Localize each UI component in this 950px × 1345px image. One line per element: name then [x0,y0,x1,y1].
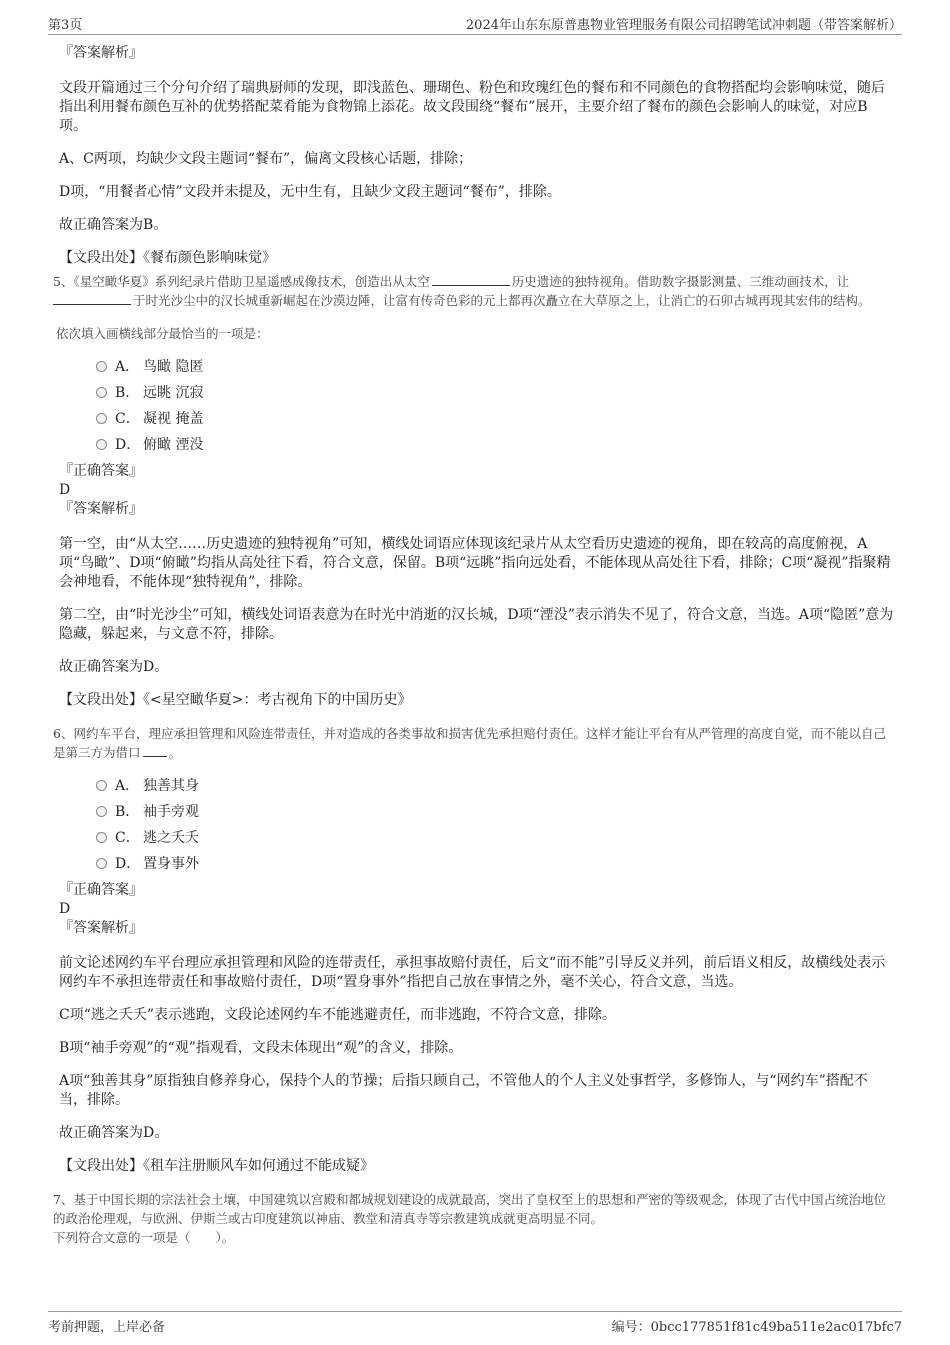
option-text: 置身事外 [143,856,199,872]
source-prefix: 【文段出处】 [59,1158,143,1174]
option-text: 远眺 沉寂 [143,385,204,401]
option-letter: A． [115,359,140,375]
q7-stem: 7、基于中国长期的宗法社会土壤，中国建筑以宫殿和都城规划建设的成就最高，突出了皇权至上的思想和严密的等级观念，体现了古代中国占统治地位的政治伦理观，与欧洲、伊斯兰或古印度建筑以神庙、教堂和清真寺等宗教建筑成就更高明显不同。 [53,1192,886,1226]
document-id: 编号：0bcc177851f81c49ba511e2ac017bfc7 [611,1320,902,1335]
radio-button[interactable] [96,832,107,843]
q5-prompt: 依次填入画横线部分最恰当的一项是： [56,326,269,341]
option-text: 独善其身 [143,778,199,794]
document-title: 2024年山东东原普惠物业管理服务有限公司招聘笔试冲刺题（带答案解析） [465,18,902,33]
q5-answer: D [59,482,71,498]
q5-source [59,691,894,710]
q5-option-b[interactable] [96,380,894,406]
q4-analysis-p1: 文段开篇通过三个分句介绍了瑞典厨师的发现，即浅蓝色、珊瑚色、粉色和玫瑰红色的餐布和不同颜色的食物搭配均会影响味觉，随后指出利用餐布颜色互补的优势搭配菜肴能为食物锦上添花。故文段围绕“餐布”展开，主要介绍了餐布的颜色会影响人的味觉，对应B项。 [59,80,885,134]
q5-source-title: 《<星空瞰华夏>：考古视角下的中国历史》 [143,692,412,708]
page-number: 第3页 [48,18,83,33]
document-body [53,44,894,1247]
q5-stem-part-c: 于时光沙尘中的汉长城重新崛起在沙漠边陲，让富有传奇色彩的元上都再次矗立在大草原之上，让消亡的石卯古城再现其宏伟的结构。 [133,293,871,308]
q6-blank [143,744,167,757]
analysis-label: 『答案解析』 [59,501,143,517]
source-prefix: 【文段出处】 [59,250,143,266]
radio-button[interactable] [96,387,107,398]
radio-button[interactable] [96,413,107,424]
q4-analysis-p2: A、C两项，均缺少文段主题词“餐布”，偏离文段核心话题，排除； [59,151,473,167]
q5-conclusion: 故正确答案为D。 [59,659,169,675]
analysis-label: 『答案解析』 [59,920,143,936]
option-letter: C． [115,411,140,427]
q5-stem-part-b: 历史遗迹的独特视角。借助数字摄影测量、三维动画技术，让 [511,274,850,289]
q6-option-b[interactable] [96,799,894,825]
q5-blank-2 [53,292,131,305]
option-letter: A． [115,778,140,794]
q6-source-title: 《租车注册顺风车如何通过不能成疑》 [143,1158,374,1174]
q5-analysis-p1: 第一空，由“从太空……历史遗迹的独特视角”可知，横线处词语应体现该纪录片从太空看历史遗迹的视角，即在较高的高度俯视，A项“鸟瞰”、D项“俯瞰”均指从高处往下看，符合文意，保留。B项“远眺”指向远处看，不能体现从高处往下看，排除；C项“凝视”指聚精会神地看，不能体现“独特视角”，排除。 [59,536,891,590]
footer-slogan: 考前押题，上岸必备 [48,1320,166,1335]
correct-label: 『正确答案』 [59,882,143,898]
q6-source [59,1157,894,1176]
q5-options [96,354,894,458]
q6-analysis-p1: 前文论述网约车平台理应承担管理和风险的连带责任，承担事故赔付责任，后文“而不能”引导反义并列，前后语义相反，故横线处表示网约车不承担连带责任和事故赔付责任，D项“置身事外”指把自己放在事情之外，毫不关心，符合文意，当选。 [59,955,886,990]
q4-conclusion: 故正确答案为B。 [59,217,168,233]
option-letter: D． [115,437,141,453]
q5-option-c[interactable] [96,406,894,432]
q6-analysis-p3: B项“袖手旁观”的“观”指观看，文段未体现出“观”的含义，排除。 [59,1040,463,1056]
q6-option-d[interactable] [96,851,894,877]
q6-analysis-p4: A项“独善其身”原指独自修养身心，保持个人的节操；后指只顾自己，不管他人的个人主义处事哲学，多修饰人，与“网约车”搭配不当，排除。 [59,1073,868,1108]
q6-option-c[interactable] [96,825,894,851]
q6-analysis-p2: C项“逃之夭夭”表示逃跑，文段论述网约车不能逃避责任，而非逃跑，不符合文意，排除。 [59,1007,617,1023]
q4-analysis-p3: D项，“用餐者心情”文段并未提及，无中生有，且缺少文段主题词“餐布”，排除。 [59,184,561,200]
q6-stem [53,724,894,762]
option-text: 凝视 掩盖 [143,411,204,427]
option-text: 袖手旁观 [143,804,199,820]
option-letter: C． [115,830,140,846]
option-letter: B． [115,385,140,401]
option-text: 逃之夭夭 [143,830,199,846]
q4-source-title: 《餐布颜色影响味觉》 [143,250,276,266]
page-header [48,10,902,35]
radio-button[interactable] [96,806,107,817]
q4-source [59,249,894,268]
radio-button[interactable] [96,780,107,791]
q6-stem-part-a: 6、网约车平台，理应承担管理和风险连带责任，并对造成的各类事故和损害优先承担赔付责任。这样才能让平台有从严管理的高度自觉，而不能以自己是第三方为借口 [53,726,886,760]
radio-button[interactable] [96,439,107,450]
option-letter: D． [115,856,141,872]
q6-stem-part-b: 。 [168,745,182,760]
q5-stem [53,272,894,310]
analysis-label: 『答案解析』 [59,45,143,61]
option-text: 鸟瞰 隐匿 [143,359,204,375]
q5-option-d[interactable] [96,432,894,458]
q6-options [96,773,894,877]
radio-button[interactable] [96,361,107,372]
option-text: 俯瞰 湮没 [143,437,204,453]
q5-analysis-p2: 第二空，由“时光沙尘”可知，横线处词语表意为在时光中消逝的汉长城，D项“湮没”表示消失不见了，符合文意，当选。A项“隐匿”意为隐藏，躲起来，与文意不符，排除。 [59,607,894,642]
q6-answer: D [59,901,71,917]
correct-label: 『正确答案』 [59,463,143,479]
q6-conclusion: 故正确答案为D。 [59,1125,169,1141]
q6-option-a[interactable] [96,773,894,799]
source-prefix: 【文段出处】 [59,692,143,708]
q5-option-a[interactable] [96,354,894,380]
option-letter: B． [115,804,140,820]
radio-button[interactable] [96,858,107,869]
q5-stem-part-a: 5、《星空瞰华夏》系列纪录片借助卫星遥感成像技术，创造出从太空 [53,274,430,289]
page-footer [48,1311,902,1336]
q7-prompt: 下列符合文意的一项是（ ）。 [53,1230,235,1245]
q5-blank-1 [432,273,510,286]
